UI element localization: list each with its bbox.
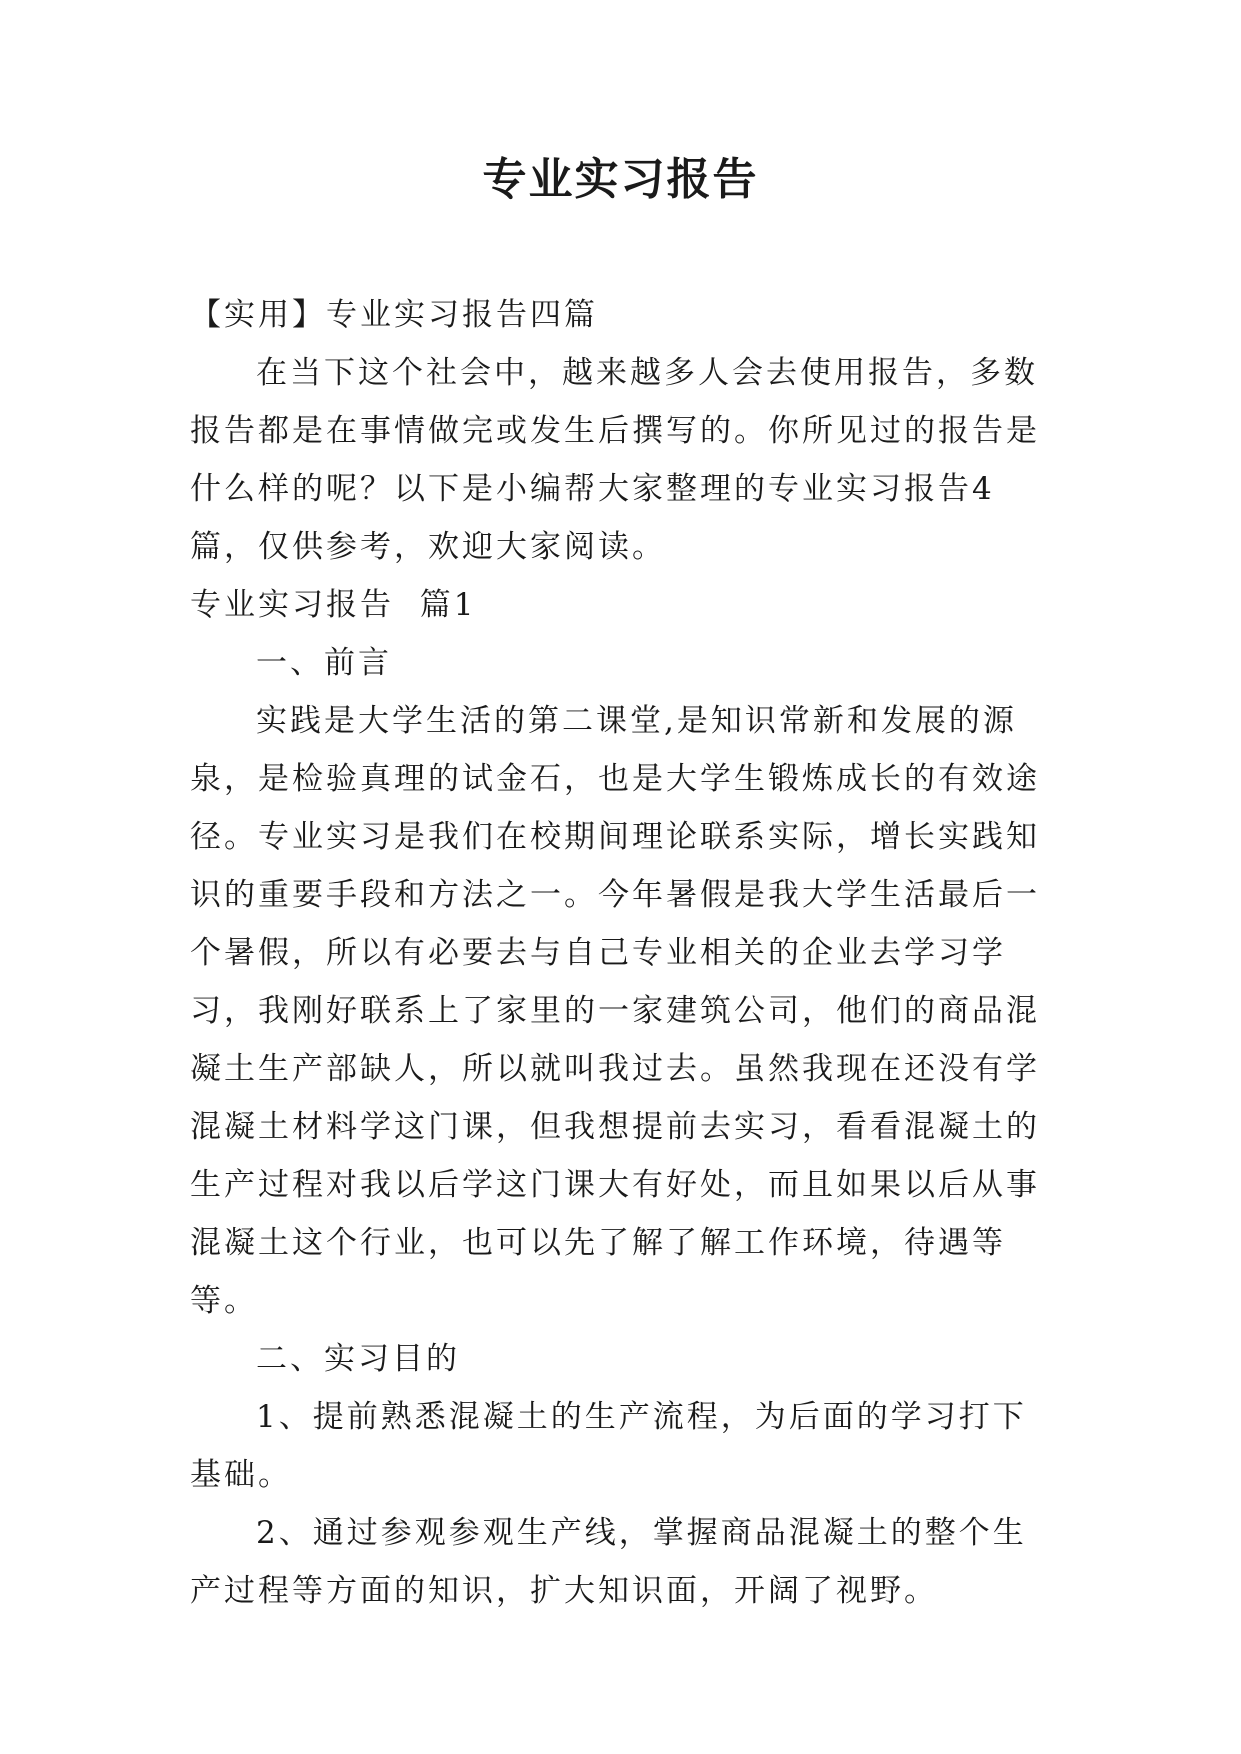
document-subtitle: 【实用】专业实习报告四篇 [190,297,598,333]
section-heading-purpose: 二、实习目的 [256,1341,460,1377]
purpose-item-2: 2、通过参观参观生产线，掌握商品混凝土的整个生产过程等方面的知识，扩大知识面，开阔了视野。 [190,1515,1027,1609]
article-heading: 专业实习报告 篇1 [190,587,477,623]
section-heading-preface: 一、前言 [256,645,392,681]
document-body [190,286,1060,1620]
preface-paragraph: 实践是大学生活的第二课堂,是知识常新和发展的源泉，是检验真理的试金石，也是大学生锻炼成长的有效途径。专业实习是我们在校期间理论联系实际，增长实践知识的重要手段和方法之一。今年暑假是我大学生活最后一个暑假，所以有必要去与自己专业相关的企业去学习学习，我刚好联系上了家里的一家建筑公司，他们的商品混凝土生产部缺人，所以就叫我过去。虽然我现在还没有学混凝土材料学这门课，但我想提前去实习，看看混凝土的生产过程对我以后学这门课大有好处，而且如果以后从事混凝土这个行业，也可以先了解了解工作环境，待遇等等。 [190,703,1040,1319]
document-title: 专业实习报告 [482,154,759,205]
purpose-item-1: 1、提前熟悉混凝土的生产流程，为后面的学习打下基础。 [190,1399,1027,1493]
intro-paragraph: 在当下这个社会中，越来越多人会去使用报告，多数报告都是在事情做完或发生后撰写的。你所见过的报告是什么样的呢？以下是小编帮大家整理的专业实习报告4篇，仅供参考，欢迎大家阅读。 [190,355,1040,565]
